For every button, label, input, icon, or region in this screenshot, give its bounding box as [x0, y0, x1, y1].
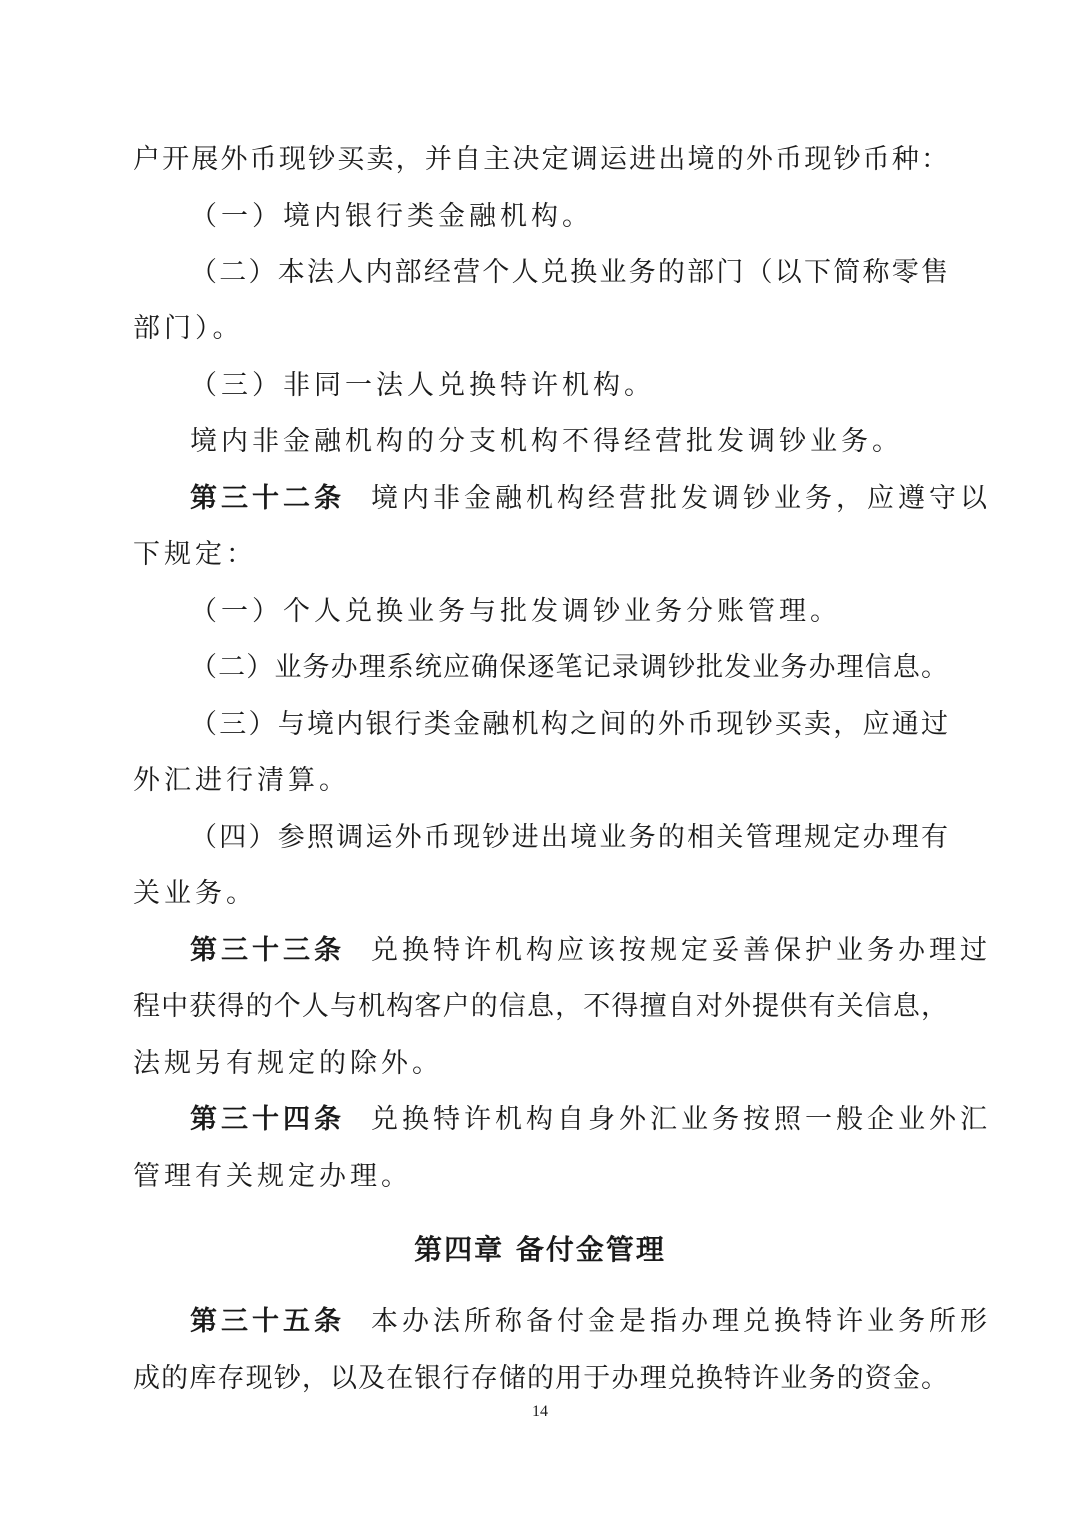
list-item: （三）非同一法人兑换特许机构。	[190, 370, 655, 401]
article-34-line	[190, 1100, 991, 1140]
article-heading: 第三十二条	[190, 483, 345, 514]
article-heading: 第三十四条	[190, 1104, 345, 1135]
article-33-line	[190, 931, 991, 971]
paragraph-line: 境内非金融机构的分支机构不得经营批发调钞业务。	[190, 426, 903, 457]
paragraph-line: 程中获得的个人与机构客户的信息，不得擅自对外提供有关信息，	[133, 991, 948, 1022]
list-item: （二）业务办理系统应确保逐笔记录调钞批发业务办理信息。	[190, 652, 948, 683]
paragraph-line: 下规定：	[133, 539, 257, 570]
paragraph-line: 部门）。	[133, 313, 244, 344]
list-item: （三）与境内银行类金融机构之间的外币现钞买卖，应通过	[190, 709, 948, 740]
list-item: （四）参照调运外币现钞进出境业务的相关管理规定办理有	[190, 822, 948, 853]
paragraph-line: 成的库存现钞，以及在银行存储的用于办理兑换特许业务的资金。	[133, 1363, 948, 1394]
article-text: 兑换特许机构应该按规定妥善保护业务办理过	[371, 935, 991, 966]
paragraph-line: 外汇进行清算。	[133, 765, 350, 796]
paragraph-line: 法规另有规定的除外。	[133, 1048, 443, 1079]
chapter-heading: 第四章 备付金管理	[414, 1233, 666, 1266]
paragraph-line: 管理有关规定办理。	[133, 1161, 412, 1192]
list-item: （一）境内银行类金融机构。	[190, 201, 593, 232]
paragraph-line: 关业务。	[133, 878, 257, 909]
article-35-line	[190, 1302, 991, 1342]
article-heading: 第三十三条	[190, 935, 345, 966]
article-text: 境内非金融机构经营批发调钞业务，应遵守以	[371, 483, 991, 514]
list-item: （一）个人兑换业务与批发调钞业务分账管理。	[190, 596, 841, 627]
article-heading: 第三十五条	[190, 1306, 345, 1337]
article-text: 兑换特许机构自身外汇业务按照一般企业外汇	[371, 1104, 991, 1135]
article-32-line	[190, 479, 991, 519]
page-number: 14	[532, 1403, 548, 1420]
article-text: 本办法所称备付金是指办理兑换特许业务所形	[371, 1306, 991, 1337]
paragraph-line: 户开展外币现钞买卖，并自主决定调运进出境的外币现钞币种：	[133, 144, 948, 175]
list-item: （二）本法人内部经营个人兑换业务的部门（以下简称零售	[190, 257, 948, 288]
